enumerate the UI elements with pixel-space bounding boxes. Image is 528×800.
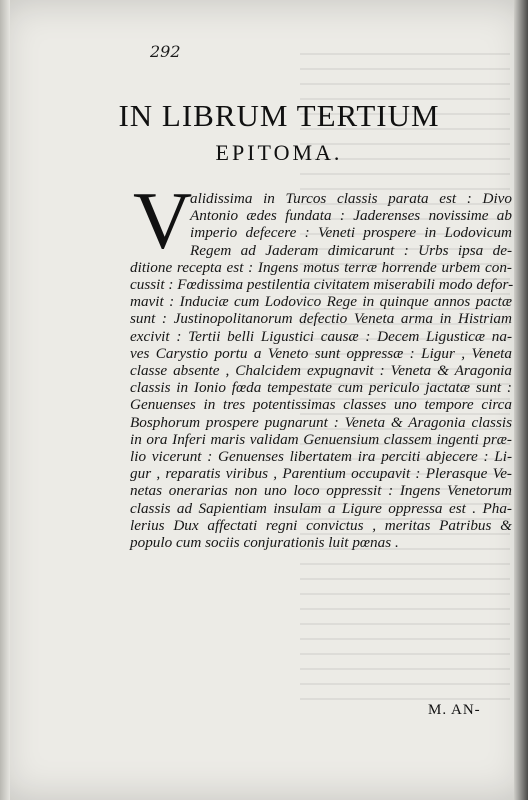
summary-text [130, 190, 512, 551]
text-line: in ora Inferi maris validam Genuensium classem ingenti præ- [130, 430, 512, 448]
text-line: alidissima in Turcos classis parata est : Divo [190, 190, 512, 207]
text-line: ditione recepta est : Ingens motus terræ horrende urbem con- [130, 258, 512, 276]
text-line: lio vicerunt : Genuenses libertatem ira perciti abjecere : Li- [130, 448, 512, 466]
text-line: cussit : Fœdissima pestilentia civitatem miserabili modo defor- [130, 276, 514, 294]
text-line: imperio defecere : Veneti prospere in Lodovicum [190, 224, 512, 242]
text-line: Regem ad Jaderam dimicarunt : Urbs ipsa de- [190, 241, 512, 259]
catchword: M. AN- [428, 702, 481, 718]
text-line: excivit : Tertii belli Ligustici causæ : Decem Ligusticæ na- [130, 327, 512, 345]
text-line: Genuenses in tres potentissimas classes uno tempore circa [130, 396, 512, 414]
text-line: populo cum sociis conjurationis luit pœnas . [130, 534, 399, 552]
text-line: Antonio ædes fundata : Jaderenses novissime ab [190, 207, 512, 225]
text-line: classis ad Sapientiam insulam a Ligure oppressa est . Pha- [130, 499, 512, 517]
drop-cap: V [133, 175, 193, 266]
text-line: sunt : Justinopolitanorum defectio Veneta arma in Histriam [130, 310, 512, 328]
text-line: netas onerarias non uno loco oppressit : Ingens Venetorum [130, 482, 512, 500]
text-line: classe absente , Chalcidem expugnavit : Veneta & Aragonia [130, 362, 512, 380]
page-number: 292 [150, 42, 181, 61]
text-line: Bosphorum prospere pugnarunt : Veneta & Aragonia classis [130, 413, 512, 431]
chapter-title: IN LIBRUM TERTIUM [118, 98, 440, 133]
text-line: ves Carystio portu a Veneto sunt oppressæ : Ligur , Veneta [130, 344, 512, 362]
chapter-subtitle: EPITOMA. [215, 140, 343, 165]
text-line: mavit : Induciæ cum Lodovico Rege in quinque annos pactæ [130, 293, 512, 311]
text-line: classis in Ionio fœda tempestate cum periculo jactatæ sunt : [130, 379, 512, 397]
text-line: gur , reparatis viribus , Parentium occupavit : Plerasque Ve- [130, 465, 512, 483]
text-line: lerius Dux affectati regni convictus , meritas Patribus & [130, 516, 512, 534]
